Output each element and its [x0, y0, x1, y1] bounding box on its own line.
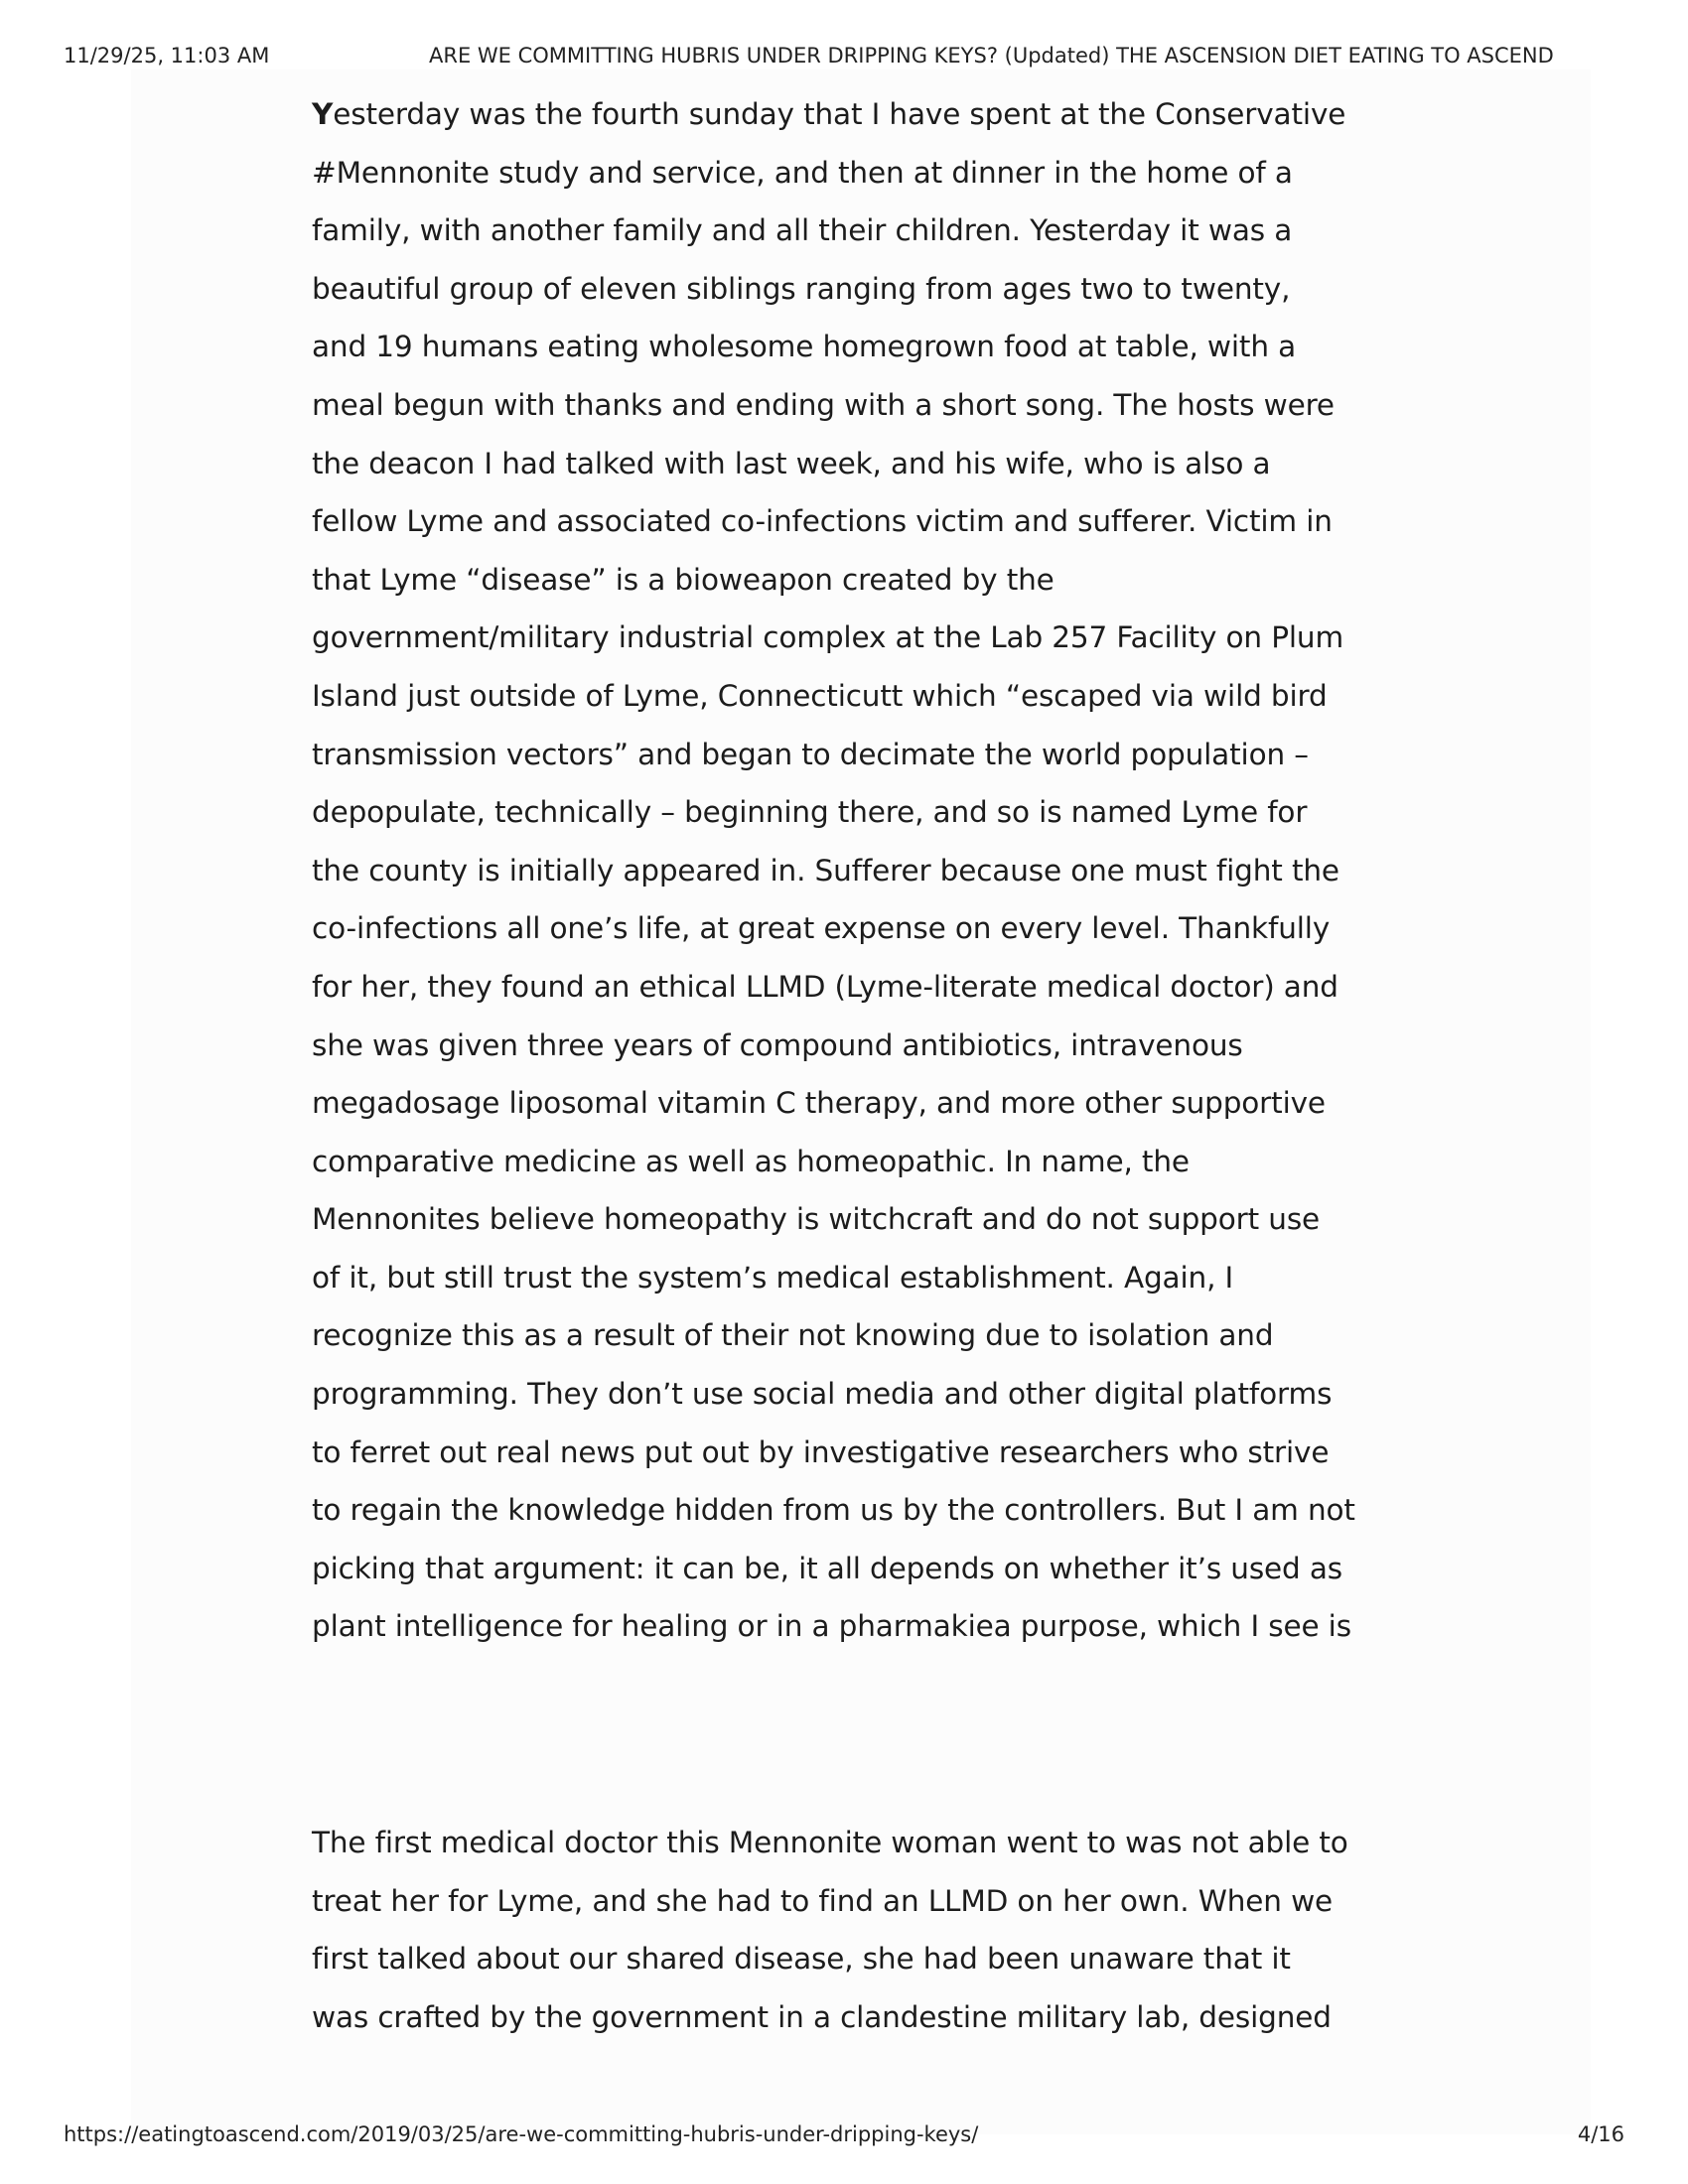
paragraph-2 [312, 1814, 1404, 2046]
text-line: comparative medicine as well as homeopathic. In name, the [312, 1144, 1190, 1178]
text-line: government/military industrial complex at the Lab 257 Facility on Plum [312, 620, 1344, 655]
text-line: megadosage liposomal vitamin C therapy, and more other supportive [312, 1086, 1326, 1121]
text-line: beautiful group of eleven siblings ranging from ages two to twenty, [312, 271, 1291, 306]
text-line: fellow Lyme and associated co-infections victim and sufferer. Victim in [312, 504, 1333, 539]
text-line: the deacon I had talked with last week, and his wife, who is also a [312, 446, 1271, 480]
text-line: Island just outside of Lyme, Connecticutt which “escaped via wild bird [312, 678, 1328, 713]
text-line: the county is initially appeared in. Sufferer because one must fight the [312, 853, 1339, 887]
paragraph-1 [312, 85, 1404, 1656]
text-line: for her, they found an ethical LLMD (Lyme-literate medical doctor) and [312, 969, 1338, 1004]
text-line: to regain the knowledge hidden from us by the controllers. But I am not [312, 1493, 1355, 1528]
text-line [312, 85, 1404, 144]
text-line: recognize this as a result of their not knowing due to isolation and [312, 1318, 1274, 1353]
page-number: 4/16 [1577, 2122, 1624, 2146]
text-line: picking that argument: it can be, it all depends on whether it’s used as [312, 1551, 1342, 1585]
text-line: family, with another family and all their children. Yesterday it was a [312, 213, 1293, 248]
text-line: meal begun with thanks and ending with a short song. The hosts were [312, 387, 1335, 422]
page-url[interactable]: https://eatingtoascend.com/2019/03/25/are-we-committing-hubris-under-dripping-keys/ [64, 2122, 979, 2146]
text-line: co-infections all one’s life, at great expense on every level. Thankfully [312, 911, 1331, 946]
text-line: was crafted by the government in a clandestine military lab, designed [312, 1999, 1332, 2034]
text-line: transmission vectors” and began to decimate the world population – [312, 737, 1309, 771]
text-line: that Lyme “disease” is a bioweapon created by the [312, 562, 1055, 597]
first-line-text: esterday was the fourth sunday that I have spent at the Conservative [333, 97, 1346, 131]
text-line: to ferret out real news put out by investigative researchers who strive [312, 1434, 1330, 1469]
text-line: she was given three years of compound antibiotics, intravenous [312, 1027, 1243, 1062]
text-line: #Mennonite study and service, and then at dinner in the home of a [312, 155, 1293, 190]
text-line: of it, but still trust the system’s medical establishment. Again, I [312, 1260, 1234, 1295]
text-line: treat her for Lyme, and she had to find an LLMD on her own. When we [312, 1883, 1334, 1918]
text-line: The first medical doctor this Mennonite woman went to was not able to [312, 1826, 1348, 1860]
text-line: depopulate, technically – beginning there, and so is named Lyme for [312, 795, 1308, 830]
drop-cap: Y [312, 97, 334, 131]
text-line: first talked about our shared disease, she had been unaware that it [312, 1942, 1291, 1977]
page-title: ARE WE COMMITTING HUBRIS UNDER DRIPPING KEYS? (Updated) THE ASCENSION DIET EATING TO ASCEND [429, 44, 1554, 68]
print-header [0, 0, 1688, 69]
text-line: plant intelligence for healing or in a pharmakiea purpose, which I see is [312, 1609, 1351, 1644]
text-line: Mennonites believe homeopathy is witchcraft and do not support use [312, 1202, 1321, 1237]
print-datetime: 11/29/25, 11:03 AM [64, 44, 270, 68]
text-line: and 19 humans eating wholesome homegrown food at table, with a [312, 330, 1297, 364]
text-line: programming. They don’t use social media and other digital platforms [312, 1377, 1333, 1412]
article-body [312, 85, 1404, 2046]
